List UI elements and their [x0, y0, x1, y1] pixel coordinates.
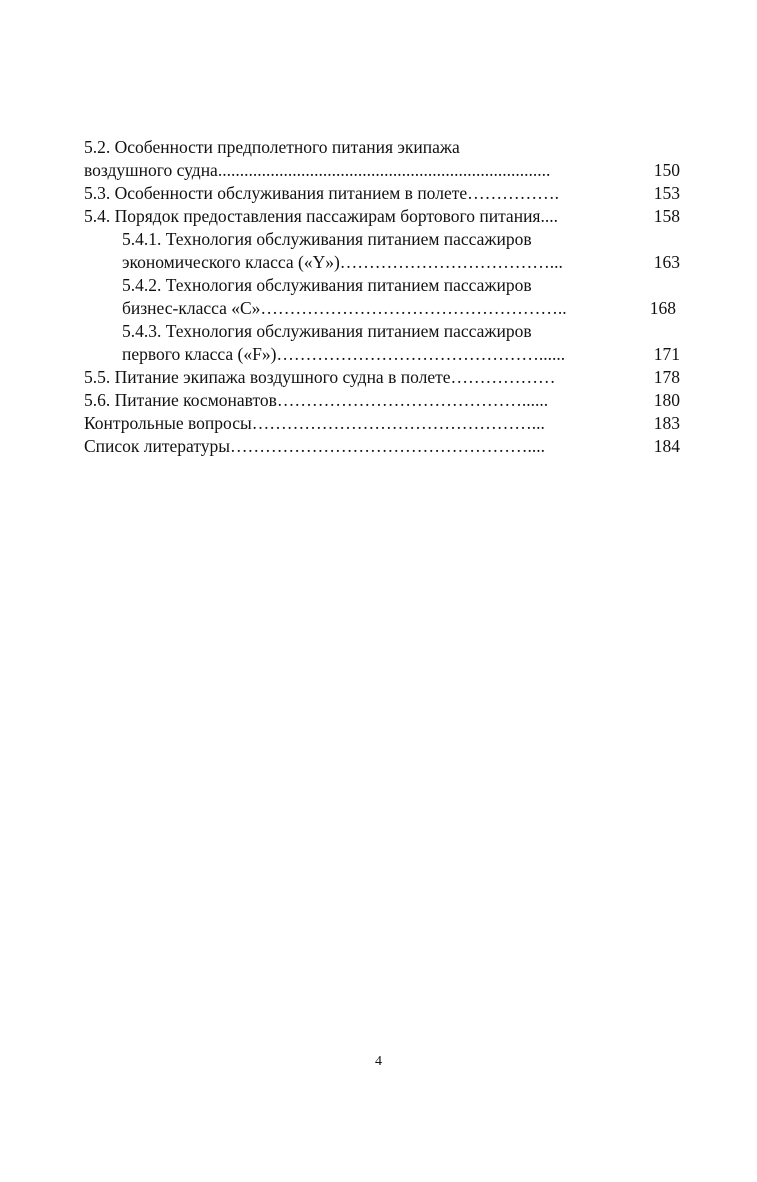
toc-entry-control-questions: [84, 412, 680, 435]
toc-page-number: 171: [653, 344, 680, 364]
toc-page-number: 184: [653, 436, 680, 456]
toc-entry-5-2-line2: [84, 159, 680, 182]
toc-entry-title: 5.5. Питание экипажа воздушного судна в полете………………: [84, 367, 556, 387]
toc-page-number: 168: [649, 298, 676, 318]
toc-entry-title: 5.4. Порядок предоставления пассажирам бортового питания....: [84, 206, 558, 226]
toc-entry-5-4: [84, 205, 680, 228]
toc-entry-5-2-line1: [84, 136, 680, 159]
toc-entry-title: Контрольные вопросы…………………………………………...: [84, 413, 545, 433]
toc-entry-5-6: [84, 389, 680, 412]
toc-page-number: 158: [653, 206, 680, 226]
toc-page-number: 153: [653, 183, 680, 203]
toc-entry-5-4-1-line1: [84, 228, 680, 251]
toc-entry-5-4-3-line1: [84, 320, 680, 343]
toc-entry-title: Список литературы……………………………………………....: [84, 436, 546, 456]
toc-entry-title: 5.4.3. Технология обслуживания питанием пассажиров: [122, 321, 532, 341]
toc-entry-title: воздушного судна............................................................................: [84, 160, 551, 180]
toc-entry-title: 5.4.1. Технология обслуживания питанием пассажиров: [122, 229, 532, 249]
toc-entry-5-5: [84, 366, 680, 389]
toc-entry-title: 5.4.2. Технология обслуживания питанием пассажиров: [122, 275, 532, 295]
toc-entry-title: экономического класса («Y»)………………………………...: [122, 252, 563, 272]
toc-page-number: 183: [653, 413, 680, 433]
toc-entry-5-4-1-line2: [84, 251, 680, 274]
toc-entry-title: первого класса («F»)………………………………………......: [122, 344, 566, 364]
toc-entry-5-4-3-line2: [84, 343, 680, 366]
toc-entry-5-4-2-line1: [84, 274, 680, 297]
toc-page-number: 178: [653, 367, 680, 387]
toc-entry-title: 5.6. Питание космонавтов……………………………………......: [84, 390, 549, 410]
toc-entry-references: [84, 435, 680, 458]
table-of-contents: [84, 136, 680, 458]
toc-entry-title: бизнес-класса «С»……………………………………………..: [122, 298, 567, 318]
toc-page-number: 150: [653, 160, 680, 180]
toc-entry-5-4-2-line2: [84, 297, 680, 320]
toc-entry-title: 5.3. Особенности обслуживания питанием в полете…………….: [84, 183, 559, 203]
page-number: 4: [375, 1054, 382, 1069]
toc-entry-title: 5.2. Особенности предполетного питания экипажа: [84, 137, 460, 157]
toc-page-number: 163: [653, 252, 680, 272]
toc-entry-5-3: [84, 182, 680, 205]
toc-page-number: 180: [653, 390, 680, 410]
